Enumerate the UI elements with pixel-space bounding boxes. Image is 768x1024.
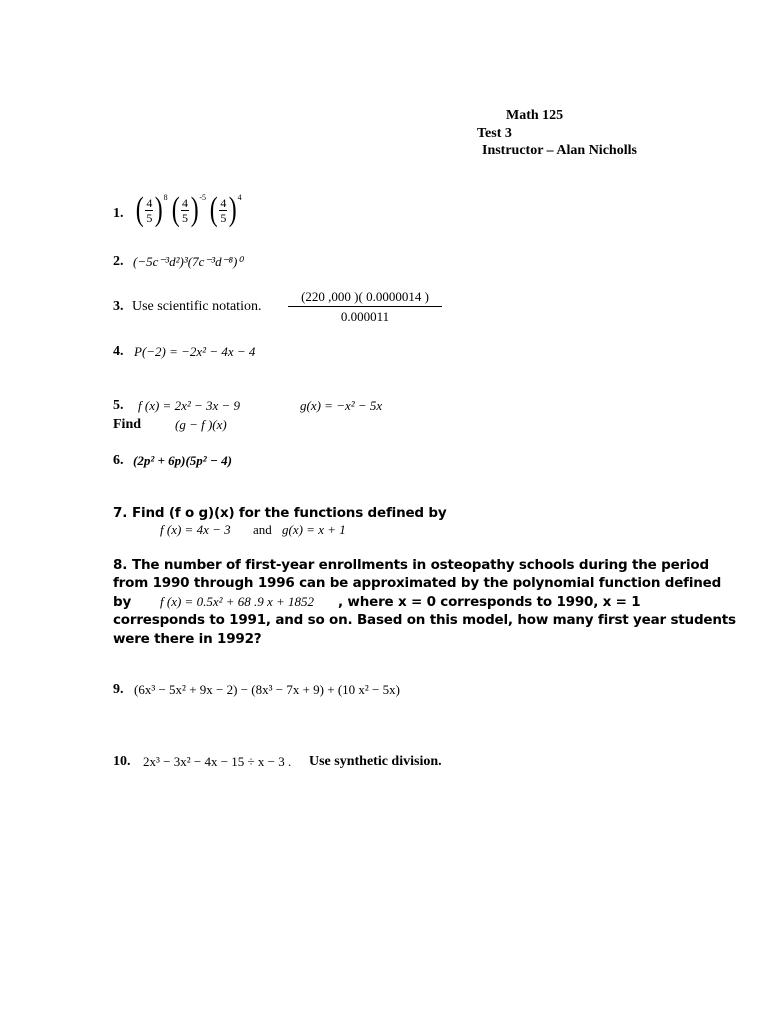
problem-4-expression: P(−2) = −2x² − 4x − 4: [134, 344, 256, 359]
exponent-1: 8: [163, 193, 168, 202]
problem-8-line5: were there in 1992?: [113, 631, 262, 647]
problem-1-expression: [134, 191, 244, 228]
problem-8-tail: , where x = 0 corresponds to 1990, x = 1: [338, 594, 641, 610]
fraction-group-1: ( $\frac{4}{5}$ ) 8: [135, 191, 168, 228]
fraction-numerator: 4: [220, 195, 227, 210]
problem-5-find-label: Find: [113, 417, 142, 432]
problem-8-number: 8.: [113, 557, 128, 573]
problem-1-number: 1.: [113, 206, 124, 221]
course-title: Math 125: [506, 108, 564, 123]
problem-3-denominator: 0.000011: [340, 309, 390, 324]
problem-10-number: 10.: [113, 754, 131, 769]
problem-7-g: g(x) = x + 1: [282, 522, 346, 537]
problem-7-number: 7.: [113, 505, 128, 521]
problem-7-and: and: [253, 522, 272, 537]
problem-3-fraction: [288, 289, 442, 325]
problem-2-expression: (−5c⁻³d²)³(7c⁻³d⁻⁸)⁰: [133, 254, 243, 269]
problem-9-expression: (6x³ − 5x² + 9x − 2) − (8x³ − 7x + 9) + (10 x² − 5x): [134, 682, 400, 697]
problem-7-text: Find (f o g)(x) for the functions defined by: [132, 505, 447, 521]
fraction-denominator: 5: [220, 210, 227, 225]
problem-7-f: f (x) = 4x − 3: [160, 522, 231, 537]
problem-6-number: 6.: [113, 453, 124, 468]
fraction-group-3: ( $\frac{4}{5}$ ) 4: [209, 191, 242, 228]
problem-5-number: 5.: [113, 398, 124, 413]
problem-10-instruction: Use synthetic division.: [309, 754, 442, 769]
exponent-3: 4: [237, 193, 242, 202]
problem-8-function: f (x) = 0.5x² + 68 .9 x + 1852: [160, 594, 315, 609]
problem-8-by: by: [113, 594, 132, 610]
problem-5-find-expression: (g − f )(x): [175, 417, 227, 432]
problem-8-line1: The number of first-year enrollments in osteopathy schools during the period: [132, 557, 709, 573]
problem-8-line4: corresponds to 1991, and so on. Based on this model, how many first year students: [113, 612, 736, 628]
fraction-numerator: 4: [146, 195, 153, 210]
problem-8-line2: from 1990 through 1996 can be approximated by the polynomial function defined: [113, 575, 722, 591]
exponent-2: -5: [199, 193, 206, 202]
problem-9-number: 9.: [113, 682, 124, 697]
problem-5-g: g(x) = −x² − 5x: [300, 398, 383, 413]
problem-5-f: f (x) = 2x² − 3x − 9: [138, 398, 241, 413]
problem-3-instruction: Use scientific notation.: [132, 299, 262, 314]
problem-4-number: 4.: [113, 344, 124, 359]
problem-2-number: 2.: [113, 254, 124, 269]
fraction-group-2: ( $\frac{4}{5}$ ) -5: [171, 191, 206, 228]
problem-10-expression: 2x³ − 3x² − 4x − 15 ÷ x − 3 .: [143, 754, 292, 769]
test-title: Test 3: [477, 126, 512, 141]
fraction-denominator: 5: [181, 210, 188, 225]
instructor-line: Instructor – Alan Nicholls: [482, 143, 637, 158]
problem-3-number: 3.: [113, 299, 124, 314]
problem-6-expression: (2p² + 6p)(5p² − 4): [133, 453, 232, 468]
fraction-denominator: 5: [146, 210, 153, 225]
fraction-numerator: 4: [181, 195, 188, 210]
problem-3-numerator: (220 ,000 )( 0.0000014 ): [288, 289, 442, 307]
